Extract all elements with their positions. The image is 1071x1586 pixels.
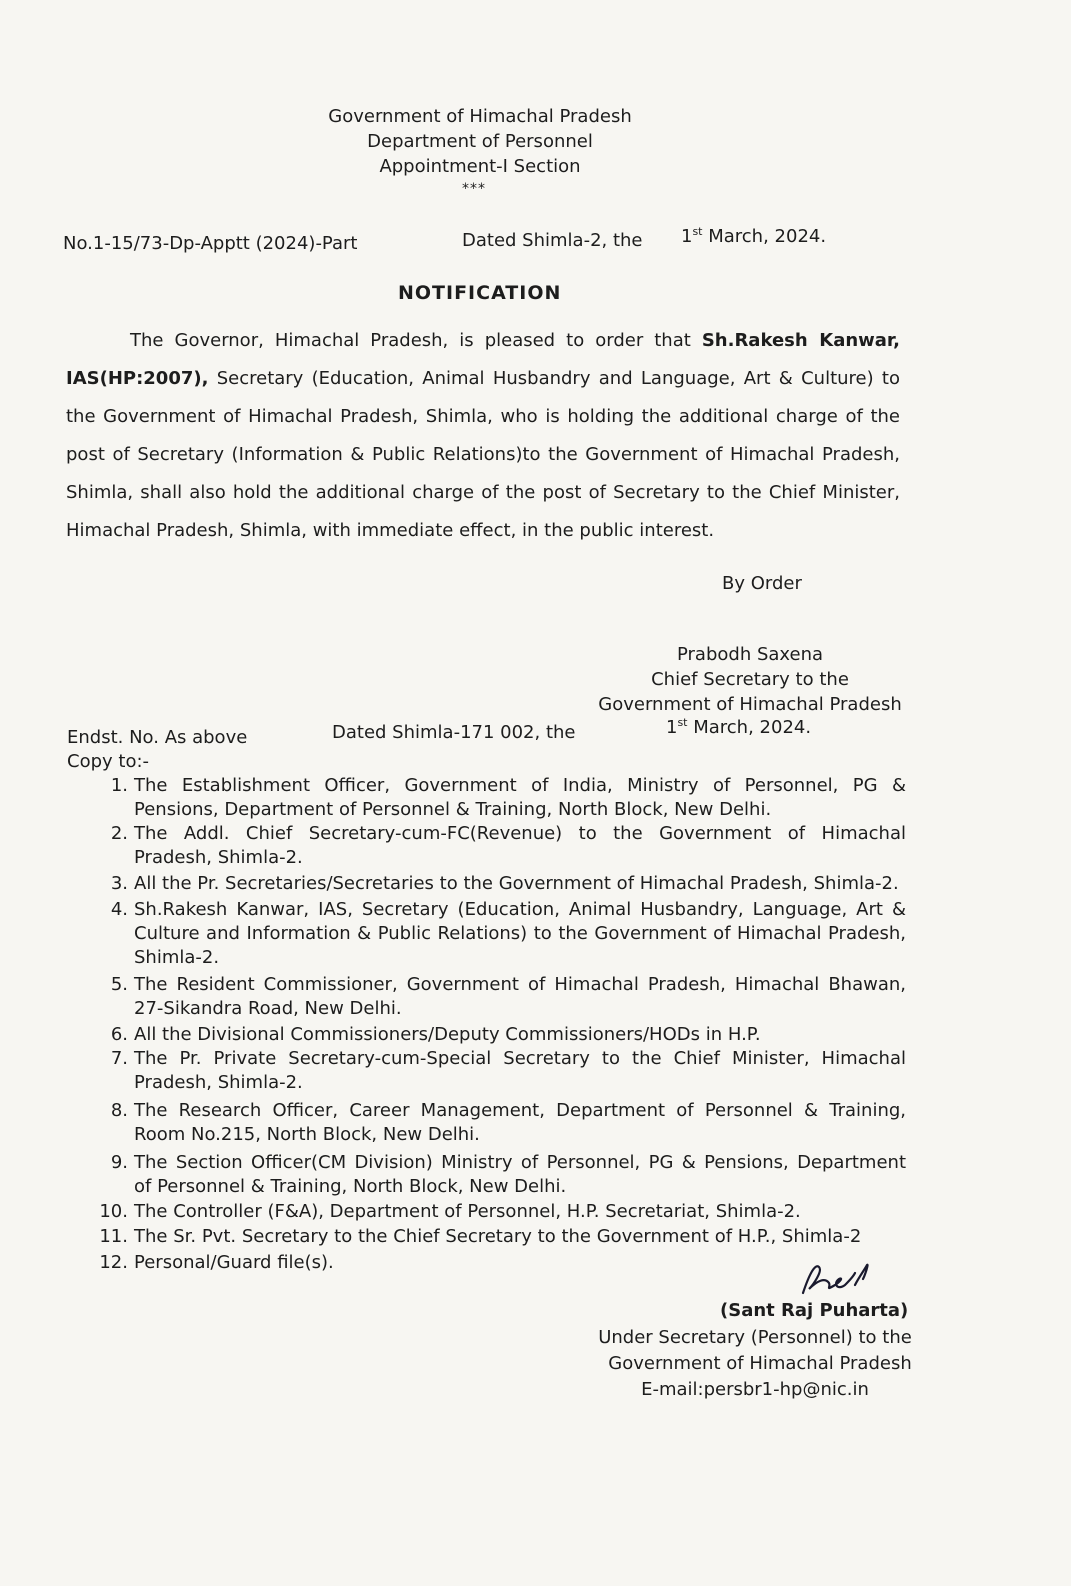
header-department: Department of Personnel xyxy=(367,131,593,152)
copy-list-item: 8. The Research Officer, Career Management, Department of Personnel & Training, Room No.215, North Block, New Delhi. xyxy=(110,1100,906,1145)
dated-label: Dated Shimla-2, the xyxy=(462,230,643,251)
notification-date: 1st March, 2024. xyxy=(681,225,827,247)
signatory1-designation: Chief Secretary to the xyxy=(651,669,849,690)
copy-list-item: 2. The Addl. Chief Secretary-cum-FC(Revenue) to the Government of Himachal Pradesh, Shimla-2. xyxy=(110,823,906,868)
copy-list-item: 10. The Controller (F&A), Department of Personnel, H.P. Secretariat, Shimla-2. xyxy=(99,1201,801,1222)
header-stars: *** xyxy=(462,181,486,197)
body-line-6: Himachal Pradesh, Shimla, with immediate effect, in the public interest. xyxy=(66,520,715,541)
copy-list-item: 6. All the Divisional Commissioners/Deputy Commissioners/HODs in H.P. xyxy=(110,1024,761,1045)
body-line-4: post of Secretary (Information & Public Relations)to the Government of Himachal Pradesh, xyxy=(66,444,900,465)
signature-initials-icon xyxy=(795,1255,885,1300)
signatory1-government: Government of Himachal Pradesh xyxy=(598,694,902,715)
body-line-5: Shimla, shall also hold the additional charge of the post of Secretary to the Chief Minister, xyxy=(66,482,900,503)
signatory2-government: Government of Himachal Pradesh xyxy=(608,1353,912,1374)
reference-number: No.1-15/73-Dp-Apptt (2024)-Part xyxy=(63,233,358,254)
signatory1-name: Prabodh Saxena xyxy=(676,644,824,665)
header-section: Appointment-I Section xyxy=(379,156,581,177)
notification-title: NOTIFICATION xyxy=(398,282,562,304)
copy-list-item: 11. The Sr. Pvt. Secretary to the Chief Secretary to the Government of H.P., Shimla-2 xyxy=(99,1226,862,1247)
endorsement-dated-label: Dated Shimla-171 002, the xyxy=(332,722,576,743)
endorsement-number: Endst. No. As above xyxy=(67,727,248,748)
body-line-3: the Government of Himachal Pradesh, Shimla, who is holding the additional charge of the xyxy=(66,406,900,427)
copy-list-item: 9. The Section Officer(CM Division) Ministry of Personnel, PG & Pensions, Department of Personnel & Training, North Block, New Delhi. xyxy=(110,1152,906,1197)
copy-list-item: 5. The Resident Commissioner, Government of Himachal Pradesh, Himachal Bhawan, 27-Sikandra Road, New Delhi. xyxy=(110,974,906,1019)
signatory2-name: (Sant Raj Puharta) xyxy=(720,1300,909,1321)
signatory2-email: E-mail:persbr1-hp@nic.in xyxy=(641,1379,869,1400)
copy-to-label: Copy to:- xyxy=(67,751,150,772)
endorsement-date: 1st March, 2024. xyxy=(666,716,812,738)
body-line-1: The Governor, Himachal Pradesh, is pleased to order that Sh.Rakesh Kanwar, xyxy=(130,330,900,351)
copy-list-item: 12. Personal/Guard file(s). xyxy=(99,1252,334,1273)
copy-list-item: 4. Sh.Rakesh Kanwar, IAS, Secretary (Education, Animal Husbandry, Language, Art & Culture and Information & Public Relations) to the Government of Himachal Pradesh, Shimla-2. xyxy=(110,899,906,968)
signatory2-designation: Under Secretary (Personnel) to the xyxy=(598,1327,912,1348)
copy-list-item: 7. The Pr. Private Secretary-cum-Special Secretary to the Chief Minister, Himachal Pradesh, Shimla-2. xyxy=(110,1048,906,1093)
by-order: By Order xyxy=(722,573,802,594)
header-government: Government of Himachal Pradesh xyxy=(328,106,632,127)
copy-list-item: 1. The Establishment Officer, Government of India, Ministry of Personnel, PG & Pensions, Department of Personnel & Training, North Block, New Delhi. xyxy=(110,775,906,820)
copy-list-item: 3. All the Pr. Secretaries/Secretaries to the Government of Himachal Pradesh, Shimla-2. xyxy=(110,873,899,894)
body-line-2: IAS(HP:2007), Secretary (Education, Animal Husbandry and Language, Art & Culture) to xyxy=(66,368,900,389)
